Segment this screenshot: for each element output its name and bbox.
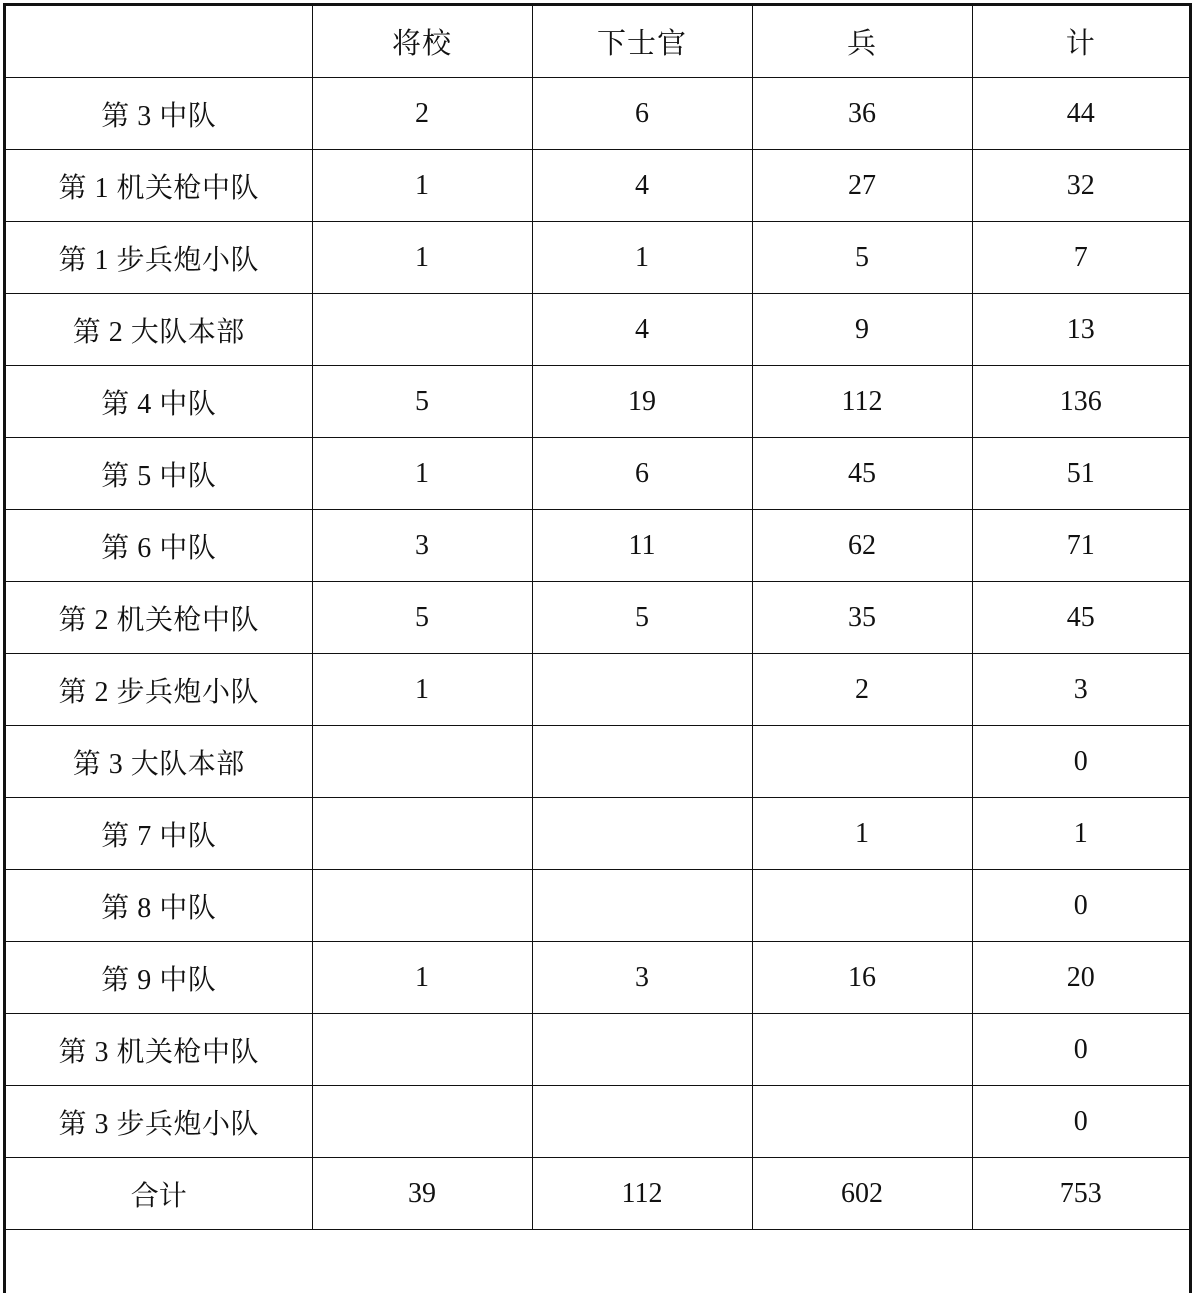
total-soldiers: 602 bbox=[752, 1158, 972, 1230]
soldiers-count: 16 bbox=[752, 942, 972, 1014]
row-total: 45 bbox=[972, 582, 1189, 654]
ncos-count: 6 bbox=[532, 438, 752, 510]
unit-name: 第 5 中队 bbox=[6, 438, 312, 510]
ncos-count: 4 bbox=[532, 294, 752, 366]
soldiers-count bbox=[752, 726, 972, 798]
unit-name: 第 2 机关枪中队 bbox=[6, 582, 312, 654]
soldiers-count bbox=[752, 1086, 972, 1158]
table-row bbox=[6, 942, 1189, 1014]
row-total: 0 bbox=[972, 1014, 1189, 1086]
unit-name: 第 8 中队 bbox=[6, 870, 312, 942]
header-total: 计 bbox=[972, 6, 1189, 78]
soldiers-count: 2 bbox=[752, 654, 972, 726]
blank-cell bbox=[6, 1230, 1189, 1261]
table-row bbox=[6, 438, 1189, 510]
soldiers-count: 62 bbox=[752, 510, 972, 582]
soldiers-count bbox=[752, 870, 972, 942]
table-row bbox=[6, 78, 1189, 150]
ncos-count: 4 bbox=[532, 150, 752, 222]
unit-name: 第 3 大队本部 bbox=[6, 726, 312, 798]
officers-count bbox=[312, 1014, 532, 1086]
unit-name: 第 7 中队 bbox=[6, 798, 312, 870]
table-row bbox=[6, 798, 1189, 870]
unit-name: 第 4 中队 bbox=[6, 366, 312, 438]
row-total: 20 bbox=[972, 942, 1189, 1014]
soldiers-count: 35 bbox=[752, 582, 972, 654]
ncos-count: 1 bbox=[532, 222, 752, 294]
officers-count: 1 bbox=[312, 150, 532, 222]
row-total: 0 bbox=[972, 870, 1189, 942]
row-total: 71 bbox=[972, 510, 1189, 582]
officers-count: 5 bbox=[312, 366, 532, 438]
unit-name: 第 3 机关枪中队 bbox=[6, 1014, 312, 1086]
header-soldiers: 兵 bbox=[752, 6, 972, 78]
unit-name: 第 3 步兵炮小队 bbox=[6, 1086, 312, 1158]
table-row bbox=[6, 366, 1189, 438]
soldiers-count: 5 bbox=[752, 222, 972, 294]
officers-count bbox=[312, 1086, 532, 1158]
total-label: 合计 bbox=[6, 1158, 312, 1230]
row-total: 13 bbox=[972, 294, 1189, 366]
soldiers-count: 45 bbox=[752, 438, 972, 510]
header-unit bbox=[6, 6, 312, 78]
grand-total: 753 bbox=[972, 1158, 1189, 1230]
ncos-count bbox=[532, 654, 752, 726]
ncos-count bbox=[532, 726, 752, 798]
row-total: 1 bbox=[972, 798, 1189, 870]
row-total: 136 bbox=[972, 366, 1189, 438]
officers-count: 1 bbox=[312, 942, 532, 1014]
table-row bbox=[6, 510, 1189, 582]
ncos-count bbox=[532, 870, 752, 942]
soldiers-count: 112 bbox=[752, 366, 972, 438]
total-row bbox=[6, 1158, 1189, 1230]
ncos-count bbox=[532, 1014, 752, 1086]
total-officers: 39 bbox=[312, 1158, 532, 1230]
soldiers-count: 1 bbox=[752, 798, 972, 870]
ncos-count: 19 bbox=[532, 366, 752, 438]
row-total: 44 bbox=[972, 78, 1189, 150]
officers-count: 1 bbox=[312, 438, 532, 510]
row-total: 0 bbox=[972, 726, 1189, 798]
officers-count: 1 bbox=[312, 222, 532, 294]
officers-count: 3 bbox=[312, 510, 532, 582]
table-row bbox=[6, 1086, 1189, 1158]
officers-count: 5 bbox=[312, 582, 532, 654]
officers-count bbox=[312, 798, 532, 870]
soldiers-count bbox=[752, 1014, 972, 1086]
row-total: 7 bbox=[972, 222, 1189, 294]
casualty-table bbox=[6, 6, 1189, 1260]
officers-count bbox=[312, 870, 532, 942]
soldiers-count: 9 bbox=[752, 294, 972, 366]
table-row bbox=[6, 870, 1189, 942]
table-row bbox=[6, 150, 1189, 222]
row-total: 3 bbox=[972, 654, 1189, 726]
unit-name: 第 3 中队 bbox=[6, 78, 312, 150]
ncos-count: 3 bbox=[532, 942, 752, 1014]
table-row bbox=[6, 1014, 1189, 1086]
officers-count: 2 bbox=[312, 78, 532, 150]
unit-name: 第 2 步兵炮小队 bbox=[6, 654, 312, 726]
header-ncos: 下士官 bbox=[532, 6, 752, 78]
row-total: 32 bbox=[972, 150, 1189, 222]
unit-name: 第 9 中队 bbox=[6, 942, 312, 1014]
unit-name: 第 6 中队 bbox=[6, 510, 312, 582]
table-row bbox=[6, 294, 1189, 366]
ncos-count: 11 bbox=[532, 510, 752, 582]
officers-count: 1 bbox=[312, 654, 532, 726]
casualty-table-frame bbox=[3, 3, 1192, 1293]
table-row bbox=[6, 726, 1189, 798]
officers-count bbox=[312, 726, 532, 798]
soldiers-count: 36 bbox=[752, 78, 972, 150]
row-total: 51 bbox=[972, 438, 1189, 510]
ncos-count: 5 bbox=[532, 582, 752, 654]
ncos-count: 6 bbox=[532, 78, 752, 150]
header-row bbox=[6, 6, 1189, 78]
officers-count bbox=[312, 294, 532, 366]
table-row bbox=[6, 654, 1189, 726]
ncos-count bbox=[532, 1086, 752, 1158]
soldiers-count: 27 bbox=[752, 150, 972, 222]
table-row bbox=[6, 222, 1189, 294]
unit-name: 第 1 机关枪中队 bbox=[6, 150, 312, 222]
blank-trailing-row bbox=[6, 1230, 1189, 1261]
row-total: 0 bbox=[972, 1086, 1189, 1158]
header-officers: 将校 bbox=[312, 6, 532, 78]
unit-name: 第 2 大队本部 bbox=[6, 294, 312, 366]
table-body bbox=[6, 78, 1189, 1261]
total-ncos: 112 bbox=[532, 1158, 752, 1230]
unit-name: 第 1 步兵炮小队 bbox=[6, 222, 312, 294]
ncos-count bbox=[532, 798, 752, 870]
table-row bbox=[6, 582, 1189, 654]
